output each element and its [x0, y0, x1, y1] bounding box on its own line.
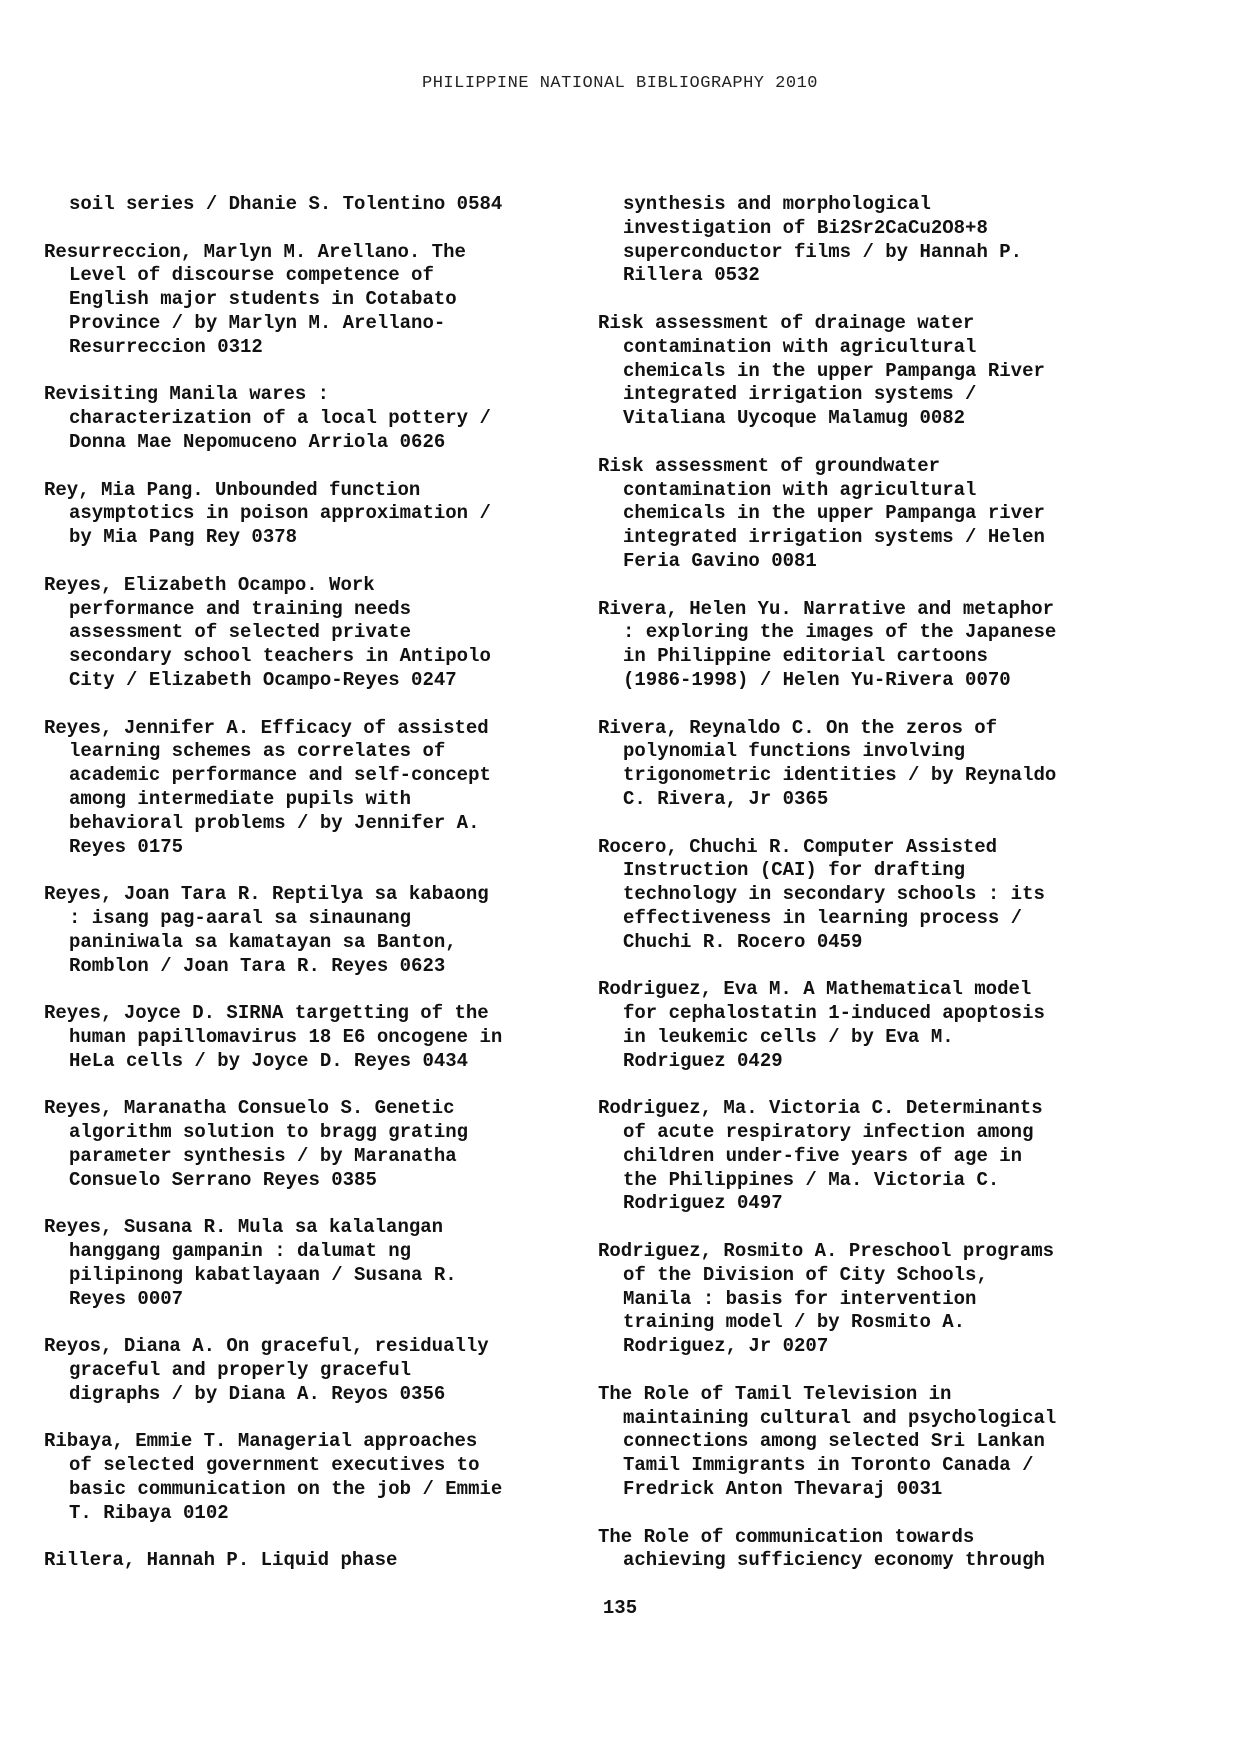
bibliography-entry: Reyes, Jennifer A. Efficacy of assisted learning schemes as correlates of academic performance and self-concept among intermediate pupils with behavioral problems / by Jennifer A. Reyes 0175	[44, 716, 491, 858]
bibliography-entry: Resurreccion, Marlyn M. Arellano. The Level of discourse competence of English major students in Cotabato Province / by Marlyn M. Arellano- Resurreccion 0312	[44, 240, 466, 358]
bibliography-entry: Rodriguez, Eva M. A Mathematical model for cephalostatin 1-induced apoptosis in leukemic cells / by Eva M. Rodriguez 0429	[598, 978, 1045, 1072]
bibliography-entry: Rocero, Chuchi R. Computer Assisted Instruction (CAI) for drafting technology in secondary schools : its effectiveness in learning process / Chuchi R. Rocero 0459	[598, 835, 1045, 953]
bibliography-entry: Reyes, Joan Tara R. Reptilya sa kabaong : isang pag-aaral sa sinaunang paniniwala sa kamatayan sa Banton, Romblon / Joan Tara R. Reyes 0623	[44, 883, 489, 977]
bibliography-entry: Ribaya, Emmie T. Managerial approaches of selected government executives to basic communication on the job / Emmie T. Ribaya 0102	[44, 1430, 503, 1524]
bibliography-entry: Reyes, Joyce D. SIRNA targetting of the human papillomavirus 18 E6 oncogene in HeLa cells / by Joyce D. Reyes 0434	[44, 1002, 503, 1072]
bibliography-entry: Reyes, Susana R. Mula sa kalalangan hanggang gampanin : dalumat ng pilipinong kabatlayaan / Susana R. Reyes 0007	[44, 1216, 457, 1310]
bibliography-entry: Rivera, Helen Yu. Narrative and metaphor : exploring the images of the Japanese in Philippine editorial cartoons (1986-1998) / Helen Yu-Rivera 0070	[598, 597, 1057, 691]
bibliography-entry: Risk assessment of drainage water contamination with agricultural chemicals in the upper Pampanga River integrated irrigation systems / Vitaliana Uycoque Malamug 0082	[598, 311, 1045, 430]
right-column	[598, 193, 1118, 1597]
continued-entry: soil series / Dhanie S. Tolentino 0584	[69, 193, 503, 215]
continued-entry: synthesis and morphological investigation of Bi2Sr2CaCu2O8+8 superconductor films / by Hannah P. Rillera 0532	[623, 193, 1023, 287]
bibliography-entry: Reyes, Maranatha Consuelo S. Genetic algorithm solution to bragg grating parameter synthesis / by Maranatha Consuelo Serrano Reyes 0385	[44, 1097, 469, 1191]
bibliography-entry: Rodriguez, Rosmito A. Preschool programs of the Division of City Schools, Manila : basis for intervention training model / by Rosmito A. Rodriguez, Jr 0207	[598, 1240, 1055, 1358]
page-number: 135	[602, 1597, 638, 1619]
bibliography-entry: Risk assessment of groundwater contamination with agricultural chemicals in the upper Pampanga river integrated irrigation systems / Helen Feria Gavino 0081	[598, 454, 1045, 572]
bibliography-entry: The Role of communication towards achieving sufficiency economy through	[598, 1525, 1045, 1572]
bibliography-entry: Rodriguez, Ma. Victoria C. Determinants of acute respiratory infection among children under-five years of age in the Philippines / Ma. Victoria C. Rodriguez 0497	[598, 1097, 1043, 1215]
bibliography-entry: Rillera, Hannah P. Liquid phase	[44, 1549, 398, 1572]
bibliography-entry: Rey, Mia Pang. Unbounded function asymptotics in poison approximation / by Mia Pang Rey 0378	[44, 478, 491, 549]
bibliography-entry: Revisiting Manila wares : characterization of a local pottery / Donna Mae Nepomuceno Arriola 0626	[44, 383, 491, 453]
bibliography-entry: Reyes, Elizabeth Ocampo. Work performance and training needs assessment of selected private secondary school teachers in Antipolo City / Elizabeth Ocampo-Reyes 0247	[44, 573, 491, 691]
bibliography-entry: The Role of Tamil Television in maintaining cultural and psychological connections among selected Sri Lankan Tamil Immigrants in Toronto Canada / Fredrick Anton Thevaraj 0031	[598, 1382, 1057, 1501]
bibliography-entry: Rivera, Reynaldo C. On the zeros of polynomial functions involving trigonometric identities / by Reynaldo C. Rivera, Jr 0365	[598, 716, 1057, 810]
running-header: PHILIPPINE NATIONAL BIBLIOGRAPHY 2010	[422, 74, 818, 93]
bibliography-entry: Reyos, Diana A. On graceful, residually graceful and properly graceful digraphs / by Diana A. Reyos 0356	[44, 1335, 489, 1405]
left-column	[44, 193, 564, 1597]
